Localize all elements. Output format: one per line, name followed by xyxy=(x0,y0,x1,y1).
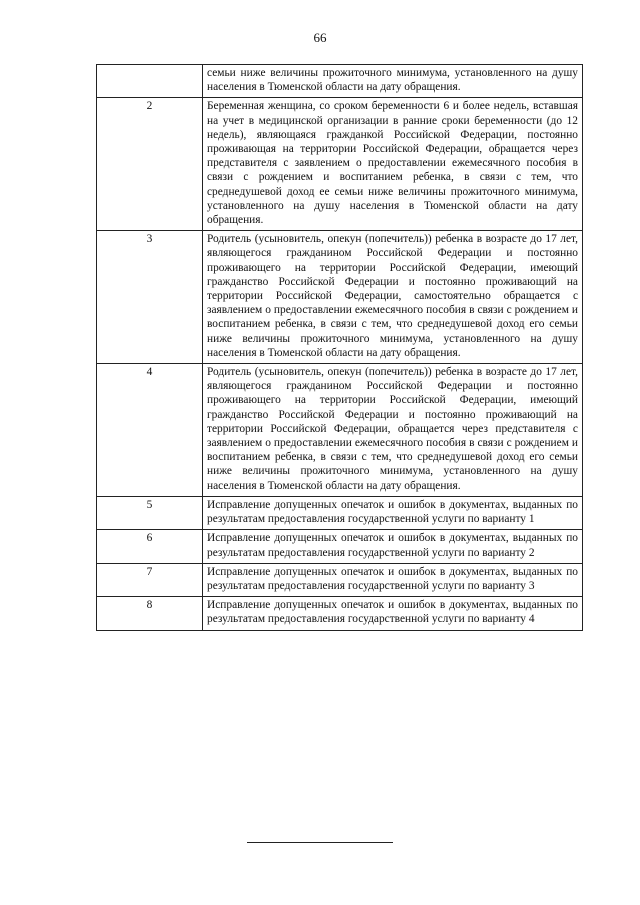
row-number-cell xyxy=(97,65,203,98)
table-row xyxy=(97,364,583,497)
row-number-cell: 3 xyxy=(97,231,203,364)
table-row xyxy=(97,65,583,98)
table-row xyxy=(97,597,583,630)
table-row xyxy=(97,231,583,364)
page-number: 66 xyxy=(313,30,327,45)
row-text-cell: Исправление допущенных опечаток и ошибок в документах, выданных по результатам предоставления государственной услуги по варианту 2 xyxy=(203,530,583,563)
row-text-cell: Родитель (усыновитель, опекун (попечитель)) ребенка в возрасте до 17 лет, являющегося гражданином Российской Федерации и постоянно проживающего на территории Российской Федерации, имеющий гражданство Российской Федерации и постоянно проживающий на территории Российской Федерации, обращается через представителя с заявлением о предоставлении ежемесячного пособия в связи с рождением и воспитанием ребенка, в связи с тем, что среднедушевой доход его семьи ниже величины прожиточного минимума, установленного на душу населения в Тюменской области на дату обращения. xyxy=(203,364,583,497)
row-text-cell: семьи ниже величины прожиточного минимума, установленного на душу населения в Тюменской области на дату обращения. xyxy=(203,65,583,98)
row-text-cell: Исправление допущенных опечаток и ошибок в документах, выданных по результатам предоставления государственной услуги по варианту 3 xyxy=(203,563,583,596)
variants-table xyxy=(96,64,583,631)
row-text-cell: Родитель (усыновитель, опекун (попечитель)) ребенка в возрасте до 17 лет, являющегося гражданином Российской Федерации и постоянно проживающего на территории Российской Федерации, имеющий гражданство Российской Федерации и постоянно проживающий на территории Российской Федерации, самостоятельно обращается с заявлением о предоставлении ежемесячного пособия в связи с рождением и воспитанием ребенка, в связи с тем, что среднедушевой доход его семьи ниже величины прожиточного минимума, установленного на душу населения в Тюменской области на дату обращения. xyxy=(203,231,583,364)
table-row xyxy=(97,530,583,563)
row-text-cell: Беременная женщина, со сроком беременности 6 и более недель, вставшая на учет в медицинской организации в ранние сроки беременности (до 12 недель), являющаяся гражданкой Российской Федерации, постоянно проживающая на территории Российской Федерации, обращается через представителя с заявлением о предоставлении ежемесячного пособия в связи с рождением и воспитанием ребенка, в связи с тем, что среднедушевой доход ее семьи ниже величины прожиточного минимума, установленного на душу населения в Тюменской области на дату обращения. xyxy=(203,98,583,231)
row-number-cell: 5 xyxy=(97,496,203,529)
table-row xyxy=(97,563,583,596)
row-number-cell: 7 xyxy=(97,563,203,596)
row-number-cell: 8 xyxy=(97,597,203,630)
table-row xyxy=(97,496,583,529)
row-text-cell: Исправление допущенных опечаток и ошибок в документах, выданных по результатам предоставления государственной услуги по варианту 1 xyxy=(203,496,583,529)
table-row xyxy=(97,98,583,231)
row-number-cell: 4 xyxy=(97,364,203,497)
footer-divider xyxy=(247,842,393,843)
row-text-cell: Исправление допущенных опечаток и ошибок в документах, выданных по результатам предоставления государственной услуги по варианту 4 xyxy=(203,597,583,630)
row-number-cell: 2 xyxy=(97,98,203,231)
row-number-cell: 6 xyxy=(97,530,203,563)
